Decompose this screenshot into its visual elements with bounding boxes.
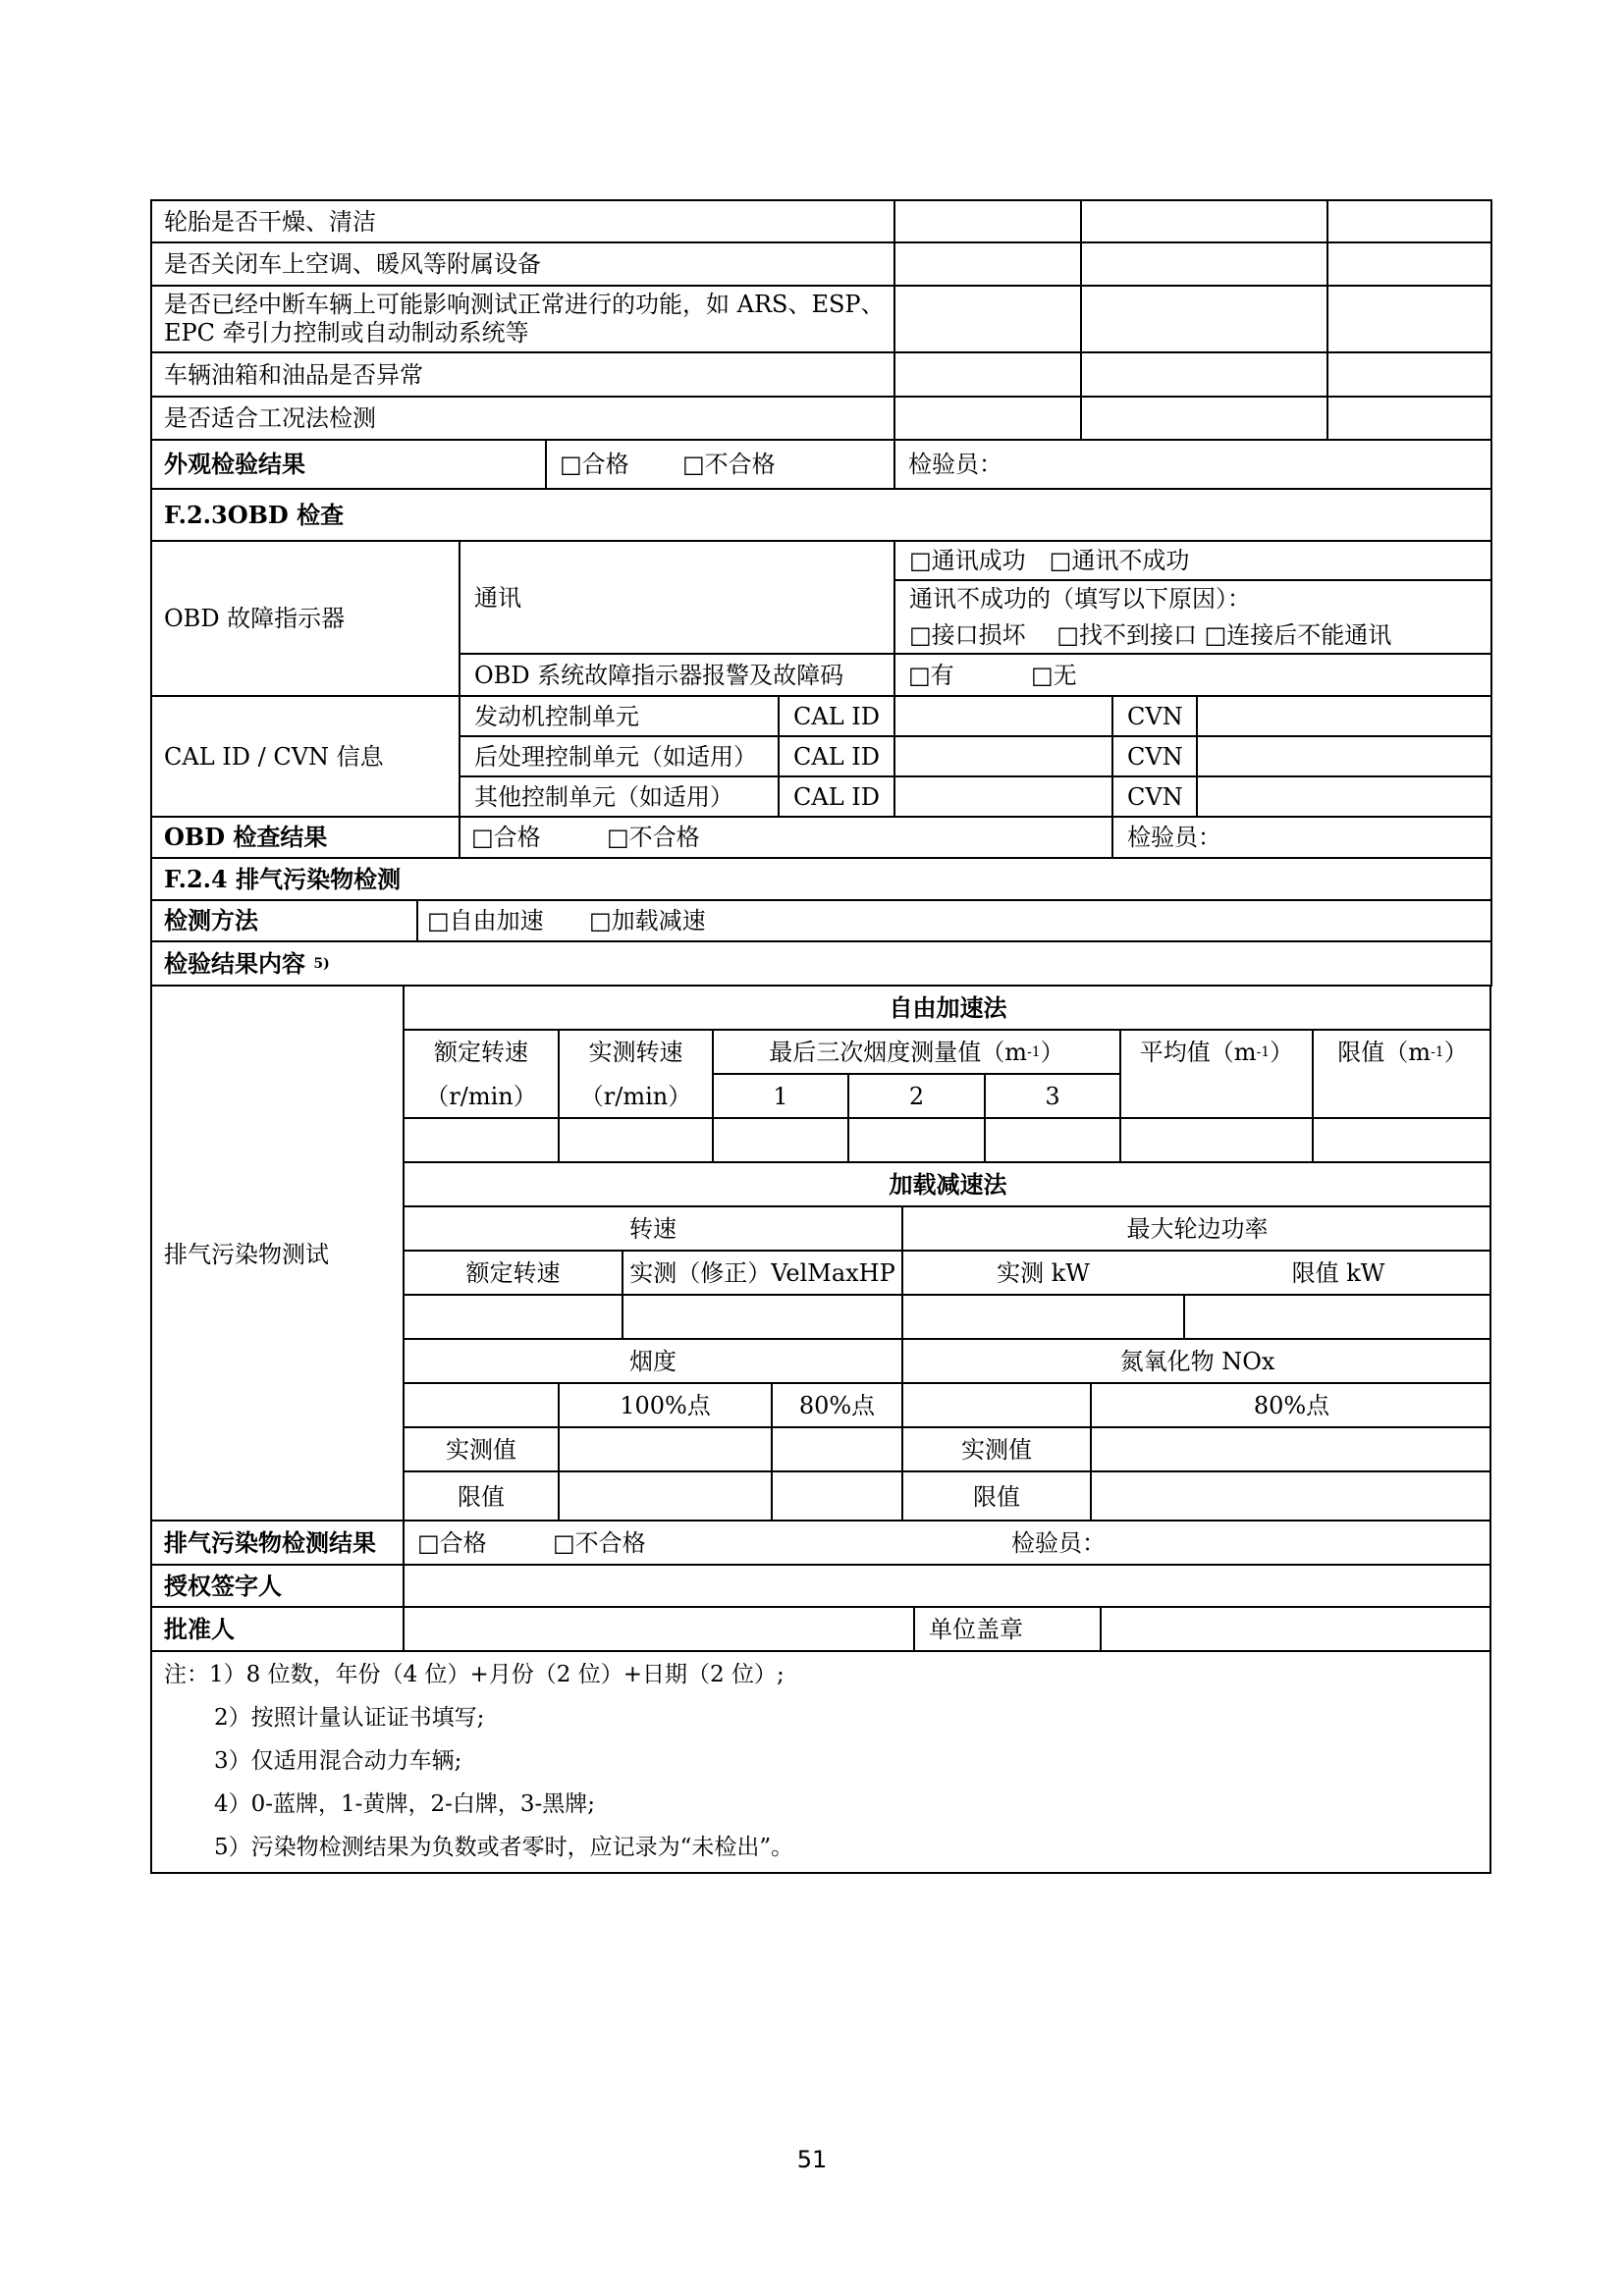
nox-header: 氮氧化物 NOx bbox=[1119, 1347, 1275, 1375]
exhaust-section-title: F.2.4 排气污染物检测 bbox=[164, 864, 402, 893]
obd-inspector-label: 检验员： bbox=[1127, 824, 1221, 851]
note-4: 4）0-蓝牌，1-黄牌，2-白牌，3-黑牌; bbox=[214, 1791, 596, 1817]
check-row-label: 是否适合工况法检测 bbox=[164, 404, 376, 432]
content-label-text: 检验结果内容 bbox=[164, 948, 305, 978]
lug-down-title: 加载减速法 bbox=[889, 1169, 1007, 1199]
exhaust-result-label: 排气污染物检测结果 bbox=[164, 1527, 376, 1557]
last-three-text: 最后三次烟度测量值（m bbox=[769, 1038, 1028, 1066]
cvn-label: CVN bbox=[1127, 702, 1183, 730]
obd-mil-no-checkbox[interactable]: □无 bbox=[1031, 661, 1077, 689]
smoke-measured-label: 实测值 bbox=[446, 1435, 516, 1464]
rated-speed-header: 额定转速 bbox=[434, 1038, 528, 1066]
close-paren: ） bbox=[1040, 1038, 1064, 1066]
check-row-label: 是否关闭车上空调、暖风等附属设备 bbox=[164, 250, 541, 278]
obd-comm-reason-options[interactable]: □接口损坏 □找不到接口 □连接后不能通讯 bbox=[909, 620, 1392, 649]
last-three-header: 最后三次烟度测量值（m -1 ） bbox=[769, 1038, 1064, 1066]
obd-section-title: F.2.3OBD 检查 bbox=[164, 500, 345, 529]
check-row-ac bbox=[150, 243, 893, 285]
unit-engine: 发动机控制单元 bbox=[474, 702, 639, 730]
obd-comm-reason: 通讯不成功的（填写以下原因）： bbox=[909, 585, 1251, 613]
obd-comm-options[interactable]: □通讯成功 □通讯不成功 bbox=[909, 547, 1190, 574]
exhaust-test-label: 排气污染物测试 bbox=[164, 1240, 329, 1268]
cal-id-label: CAL ID bbox=[793, 742, 880, 771]
method-free-checkbox[interactable]: □自由加速 bbox=[427, 907, 544, 934]
visual-fail-checkbox[interactable]: □不合格 bbox=[682, 451, 776, 478]
check-row-fuel bbox=[150, 353, 893, 396]
check-row-suitability bbox=[150, 398, 893, 439]
close-paren: ） bbox=[1443, 1038, 1468, 1066]
free-accel-title: 自由加速法 bbox=[889, 992, 1007, 1022]
measured-speed-unit: （r/min） bbox=[579, 1082, 692, 1110]
check-row-label: 车辆油箱和油品是否异常 bbox=[164, 360, 423, 389]
page-number: 51 bbox=[796, 2146, 828, 2173]
approver-label: 批准人 bbox=[164, 1614, 235, 1643]
authorized-signer-label: 授权签字人 bbox=[164, 1571, 282, 1600]
cal-id-label: CAL ID bbox=[793, 702, 880, 730]
note-3: 3）仅适用混合动力车辆; bbox=[214, 1748, 462, 1774]
cvn-label: CVN bbox=[1127, 782, 1183, 811]
check-row-label-line1: 是否已经中断车辆上可能影响测试正常进行的功能，如 ARS、ESP、 bbox=[164, 291, 885, 318]
unit-aftertreatment: 后处理控制单元（如适用） bbox=[474, 742, 757, 771]
close-paren: ） bbox=[1270, 1038, 1294, 1066]
visual-result-label: 外观检验结果 bbox=[164, 450, 305, 478]
calcvn-label: CAL ID / CVN 信息 bbox=[164, 742, 384, 771]
obd-result-label: OBD 检查结果 bbox=[164, 823, 328, 851]
method-load-checkbox[interactable]: □加载减速 bbox=[589, 907, 706, 934]
obd-comm-label: 通讯 bbox=[474, 583, 521, 612]
obd-indicator-label: OBD 故障指示器 bbox=[164, 605, 346, 632]
check-row-functions bbox=[150, 287, 893, 351]
unit-seal-label: 单位盖章 bbox=[929, 1615, 1023, 1643]
average-header: 平均值（m -1 ） bbox=[1139, 1038, 1294, 1066]
exhaust-pass-checkbox[interactable]: □合格 bbox=[417, 1528, 487, 1557]
visual-pass-checkbox[interactable]: □合格 bbox=[560, 451, 629, 478]
obd-mil-label: OBD 系统故障指示器报警及故障码 bbox=[474, 661, 844, 689]
average-text: 平均值（m bbox=[1139, 1038, 1257, 1066]
measured-speed-header: 实测转速 bbox=[588, 1038, 683, 1066]
note-5: 5）污染物检测结果为负数或者零时，应记录为“未检出”。 bbox=[214, 1835, 794, 1860]
smoke-header: 烟度 bbox=[629, 1347, 677, 1375]
nox-measured-label: 实测值 bbox=[961, 1435, 1032, 1464]
check-row-label-line2: EPC 牵引力控制或自动制动系统等 bbox=[164, 319, 529, 347]
limit-text: 限值（m bbox=[1337, 1038, 1432, 1066]
note-1: 注：1）8 位数，年份（4 位）+月份（2 位）+日期（2 位）; bbox=[164, 1662, 785, 1687]
reading-col-2: 2 bbox=[908, 1082, 925, 1110]
exhaust-fail-checkbox[interactable]: □不合格 bbox=[553, 1528, 646, 1557]
visual-inspector-label: 检验员： bbox=[908, 451, 1002, 478]
obd-mil-yes-checkbox[interactable]: □有 bbox=[908, 661, 954, 689]
limit-kw-header: 限值 kW bbox=[1291, 1258, 1385, 1287]
max-wheel-power-header: 最大轮边功率 bbox=[1126, 1214, 1269, 1243]
obd-pass-checkbox[interactable]: □合格 bbox=[471, 824, 541, 851]
check-row-label: 轮胎是否干燥、清洁 bbox=[164, 207, 376, 236]
smoke-limit-label: 限值 bbox=[458, 1483, 505, 1511]
limit-header: 限值（m -1 ） bbox=[1337, 1038, 1468, 1066]
measured-corrected-header: 实测（修正）VelMaxHP bbox=[629, 1258, 895, 1287]
content-label: 检验结果内容 5) bbox=[164, 948, 330, 978]
obd-fail-checkbox[interactable]: □不合格 bbox=[607, 824, 700, 851]
unit-other: 其他控制单元（如适用） bbox=[474, 782, 733, 811]
reading-col-3: 3 bbox=[1045, 1082, 1060, 1110]
cvn-label: CVN bbox=[1127, 742, 1183, 771]
method-label: 检测方法 bbox=[164, 906, 258, 934]
exhaust-inspector-label: 检验员： bbox=[1011, 1528, 1106, 1557]
nox-limit-label: 限值 bbox=[973, 1483, 1020, 1511]
rated-speed2-header: 额定转速 bbox=[465, 1258, 561, 1287]
point-100-header: 100%点 bbox=[620, 1391, 711, 1419]
check-row-tires bbox=[150, 201, 893, 241]
measured-kw-header: 实测 kW bbox=[997, 1258, 1090, 1287]
rated-speed-unit: （r/min） bbox=[425, 1082, 537, 1110]
note-2: 2）按照计量认证证书填写; bbox=[214, 1705, 485, 1731]
cal-id-label: CAL ID bbox=[793, 782, 880, 811]
reading-col-1: 1 bbox=[773, 1082, 788, 1110]
point-80-nox-header: 80%点 bbox=[1253, 1391, 1330, 1419]
point-80-smoke-header: 80%点 bbox=[798, 1391, 876, 1419]
speed-header: 转速 bbox=[629, 1214, 677, 1243]
